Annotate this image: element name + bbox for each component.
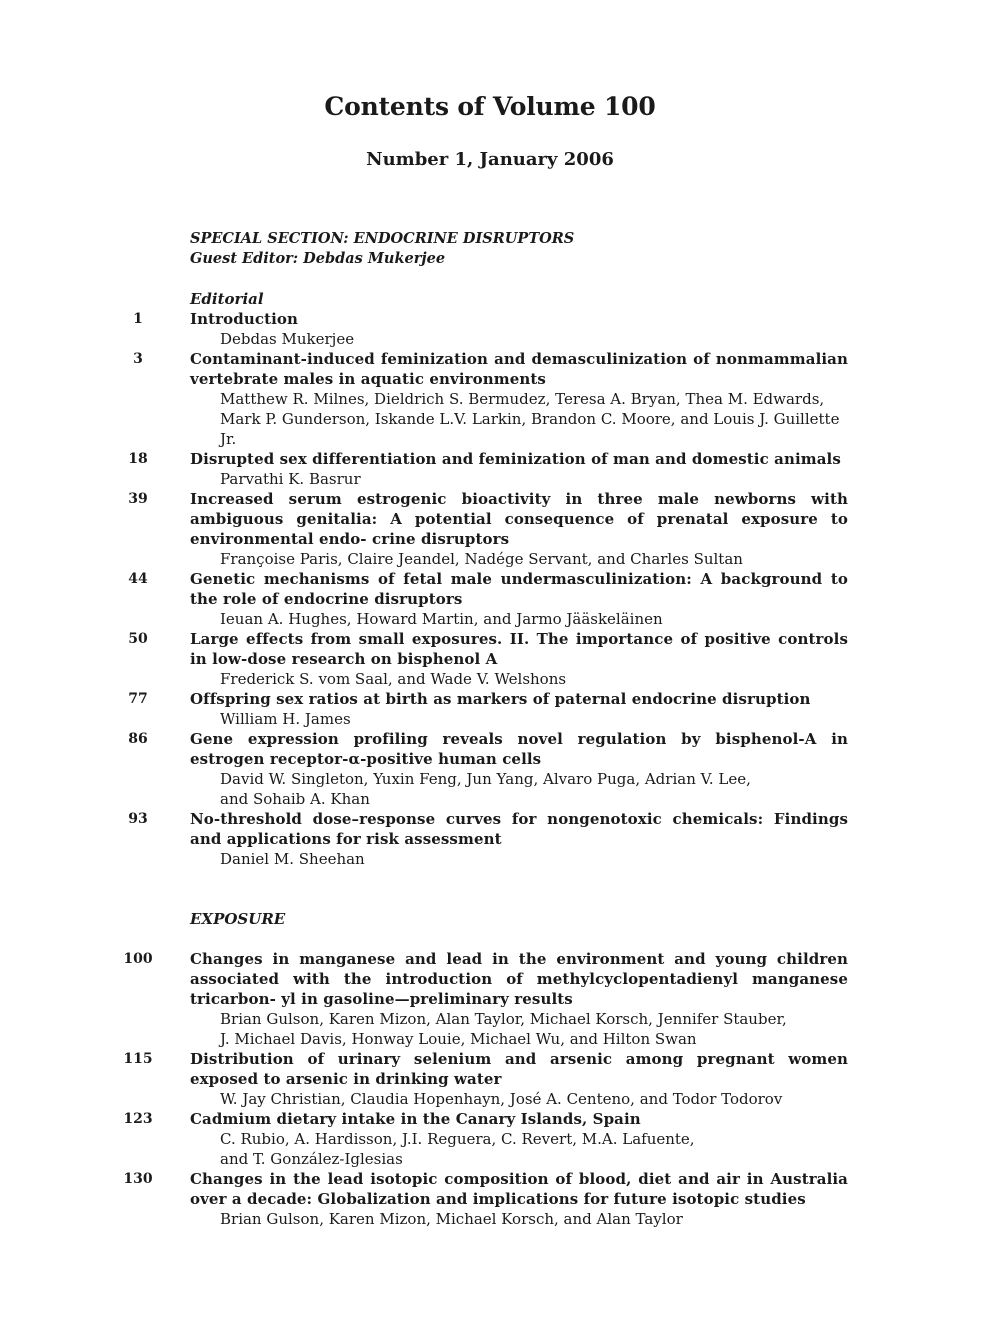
article-title: Gene expression profiling reveals novel regulation by bisphenol-A in estrogen receptor-α-positive human cells [190, 730, 848, 768]
article-authors: and Sohaib A. Khan [220, 790, 370, 808]
editorial-label: Editorial [190, 290, 264, 308]
exposure-section-heading: EXPOSURE [190, 910, 286, 928]
article-authors: Frederick S. vom Saal, and Wade V. Welshons [220, 670, 567, 688]
toc-entry [123, 1109, 848, 1169]
article-authors: and T. González-Iglesias [220, 1150, 403, 1168]
article-authors: Debdas Mukerjee [220, 330, 355, 348]
article-title: Genetic mechanisms of fetal male undermasculinization: A background to the role of endocrine disruptors [190, 570, 848, 608]
article-authors: Parvathi K. Basrur [220, 470, 361, 488]
article-authors: Mark P. Gunderson, Iskande L.V. Larkin, Brandon C. Moore, and Louis J. Guillette Jr. [220, 410, 840, 448]
toc-entry [123, 1169, 848, 1229]
toc-entry [128, 809, 848, 869]
article-title: Cadmium dietary intake in the Canary Islands, Spain [190, 1110, 641, 1128]
page-number: 18 [128, 451, 148, 467]
guest-editor-line: Guest Editor: Debdas Mukerjee [190, 250, 446, 267]
article-authors: Daniel M. Sheehan [220, 850, 365, 868]
toc-entry [133, 309, 848, 349]
page-number: 100 [123, 951, 153, 967]
exposure-section-entries [123, 949, 848, 1229]
article-authors: Matthew R. Milnes, Dieldrich S. Bermudez, Teresa A. Bryan, Thea M. Edwards, [220, 390, 825, 408]
toc-entry [128, 449, 848, 489]
toc-entry [128, 689, 848, 729]
article-title: No-threshold dose–response curves for nongenotoxic chemicals: Findings and applications for risk assessment [190, 810, 848, 848]
toc-entry [123, 1049, 848, 1109]
special-section-entries [128, 309, 848, 869]
article-authors: C. Rubio, A. Hardisson, J.I. Reguera, C. Revert, M.A. Lafuente, [220, 1130, 695, 1148]
article-authors: William H. James [220, 710, 351, 728]
article-title: Offspring sex ratios at birth as markers of paternal endocrine disruption [190, 690, 811, 708]
page-number: 86 [128, 731, 148, 747]
page-title: Contents of Volume 100 [324, 92, 656, 121]
article-authors: J. Michael Davis, Honway Louie, Michael Wu, and Hilton Swan [220, 1030, 697, 1048]
page-number: 1 [133, 311, 143, 327]
page-number: 77 [128, 691, 148, 707]
page-number: 93 [128, 811, 148, 827]
special-section-heading: SPECIAL SECTION: ENDOCRINE DISRUPTORS [190, 230, 575, 247]
article-authors: W. Jay Christian, Claudia Hopenhayn, José A. Centeno, and Todor Todorov [220, 1090, 783, 1108]
page-number: 50 [128, 631, 148, 647]
page-number: 39 [128, 491, 148, 507]
article-authors: Brian Gulson, Karen Mizon, Alan Taylor, Michael Korsch, Jennifer Stauber, [220, 1010, 787, 1028]
page-number: 130 [123, 1171, 153, 1187]
issue-subtitle: Number 1, January 2006 [366, 149, 614, 170]
article-title: Increased serum estrogenic bioactivity in three male newborns with ambiguous genitalia: A potential consequence of prenatal exposure to environmental endo- crine disruptors [190, 490, 848, 548]
toc-entry [128, 629, 848, 689]
article-title: Contaminant-induced feminization and demasculinization of nonmammalian vertebrate males in aquatic environments [190, 350, 848, 388]
page-number: 44 [128, 571, 148, 587]
toc-entry [128, 729, 848, 809]
article-title: Introduction [190, 310, 299, 328]
toc-entry [128, 489, 848, 569]
toc-entry [128, 569, 848, 629]
article-authors: Françoise Paris, Claire Jeandel, Nadége Servant, and Charles Sultan [220, 550, 743, 568]
article-authors: Ieuan A. Hughes, Howard Martin, and Jarmo Jääskeläinen [220, 610, 663, 628]
page-number: 3 [133, 351, 143, 367]
article-title: Distribution of urinary selenium and arsenic among pregnant women exposed to arsenic in drinking water [190, 1050, 848, 1088]
toc-entry [123, 949, 848, 1049]
article-title: Large effects from small exposures. II. The importance of positive controls in low-dose research on bisphenol A [190, 630, 848, 668]
table-of-contents [123, 229, 848, 1229]
article-title: Changes in the lead isotopic composition of blood, diet and air in Australia over a decade: Globalization and implications for future isotopic studies [190, 1170, 848, 1208]
article-authors: Brian Gulson, Karen Mizon, Michael Korsch, and Alan Taylor [220, 1210, 683, 1228]
article-authors: David W. Singleton, Yuxin Feng, Jun Yang, Alvaro Puga, Adrian V. Lee, [220, 770, 751, 788]
page-number: 115 [123, 1051, 153, 1067]
page-number: 123 [123, 1111, 153, 1127]
article-title: Changes in manganese and lead in the environment and young children associated with the introduction of methylcyclopentadienyl manganese tricarbon- yl in gasoline—preliminary results [190, 950, 848, 1008]
toc-entry [133, 349, 848, 449]
article-title: Disrupted sex differentiation and feminization of man and domestic animals [190, 450, 841, 468]
